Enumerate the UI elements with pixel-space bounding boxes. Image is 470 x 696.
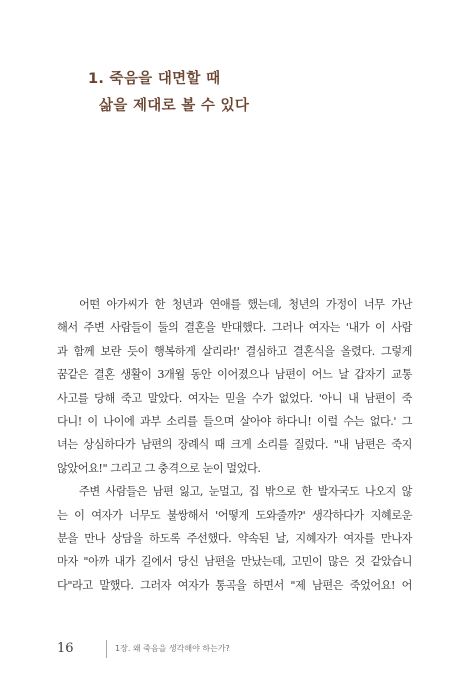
page-footer [0, 640, 470, 660]
text-line: 과 함께 보란 듯이 행복하게 살리라!' 결심하고 결혼식을 올렸다. 그렇게 [57, 344, 412, 358]
text-line: 분을 만나 상담을 하도록 주선했다. 약속된 날, 지혜자가 여자를 만나자 [57, 531, 412, 545]
paragraph-2 [57, 480, 412, 597]
text-line: 녀는 상심하다가 남편의 장례식 때 크게 소리를 질렀다. "내 남편은 죽지 [57, 438, 412, 452]
text-line: 해서 주변 사람들이 둘의 결혼을 반대했다. 그러나 여자는 '내가 이 사람 [57, 321, 412, 335]
text-line: 꿈같은 결혼 생활이 3개월 동안 이어졌으나 남편이 어느 날 갑자기 교통 [57, 368, 412, 382]
chapter-title-line-2: 삶을 제대로 볼 수 있다 [99, 98, 250, 114]
page-number: 16 [57, 641, 74, 656]
text-line: 사고를 당해 죽고 말았다. 여자는 믿을 수가 없었다. '아니 내 남편이 죽 [57, 391, 412, 405]
text-line: 어떤 아가씨가 한 청년과 연애를 했는데, 청년의 가정이 너무 가난 [79, 298, 412, 311]
text-line: 는 이 여자가 너무도 불쌍해서 '어떻게 도와줄까?' 생각하다가 지혜로운 [57, 508, 412, 522]
text-line: 않았어요!" 그리고 그 충격으로 눈이 멀었다. [57, 461, 261, 475]
text-line: 주변 사람들은 남편 잃고, 눈멀고, 집 밖으로 한 발자국도 나오지 않 [79, 485, 412, 499]
text-line: 마자 "아까 내가 길에서 당신 남편을 만났는데, 고민이 많은 것 같았습니 [57, 555, 412, 569]
text-line: 다니! 이 나이에 과부 소리를 들으며 살아야 하다니! 이럴 수는 없다.' 그 [57, 414, 412, 428]
chapter-title [88, 66, 249, 120]
text-line: 다"라고 말했다. 그러자 여자가 통곡을 하면서 "제 남편은 죽었어요! 어 [57, 578, 412, 592]
footer-divider [106, 640, 107, 658]
body-text [57, 293, 412, 597]
chapter-title-line-1: 1. 죽음을 대면할 때 [88, 71, 221, 87]
paragraph-1 [57, 293, 412, 480]
running-head: 1장. 왜 죽음을 생각해야 하는가? [115, 644, 230, 653]
